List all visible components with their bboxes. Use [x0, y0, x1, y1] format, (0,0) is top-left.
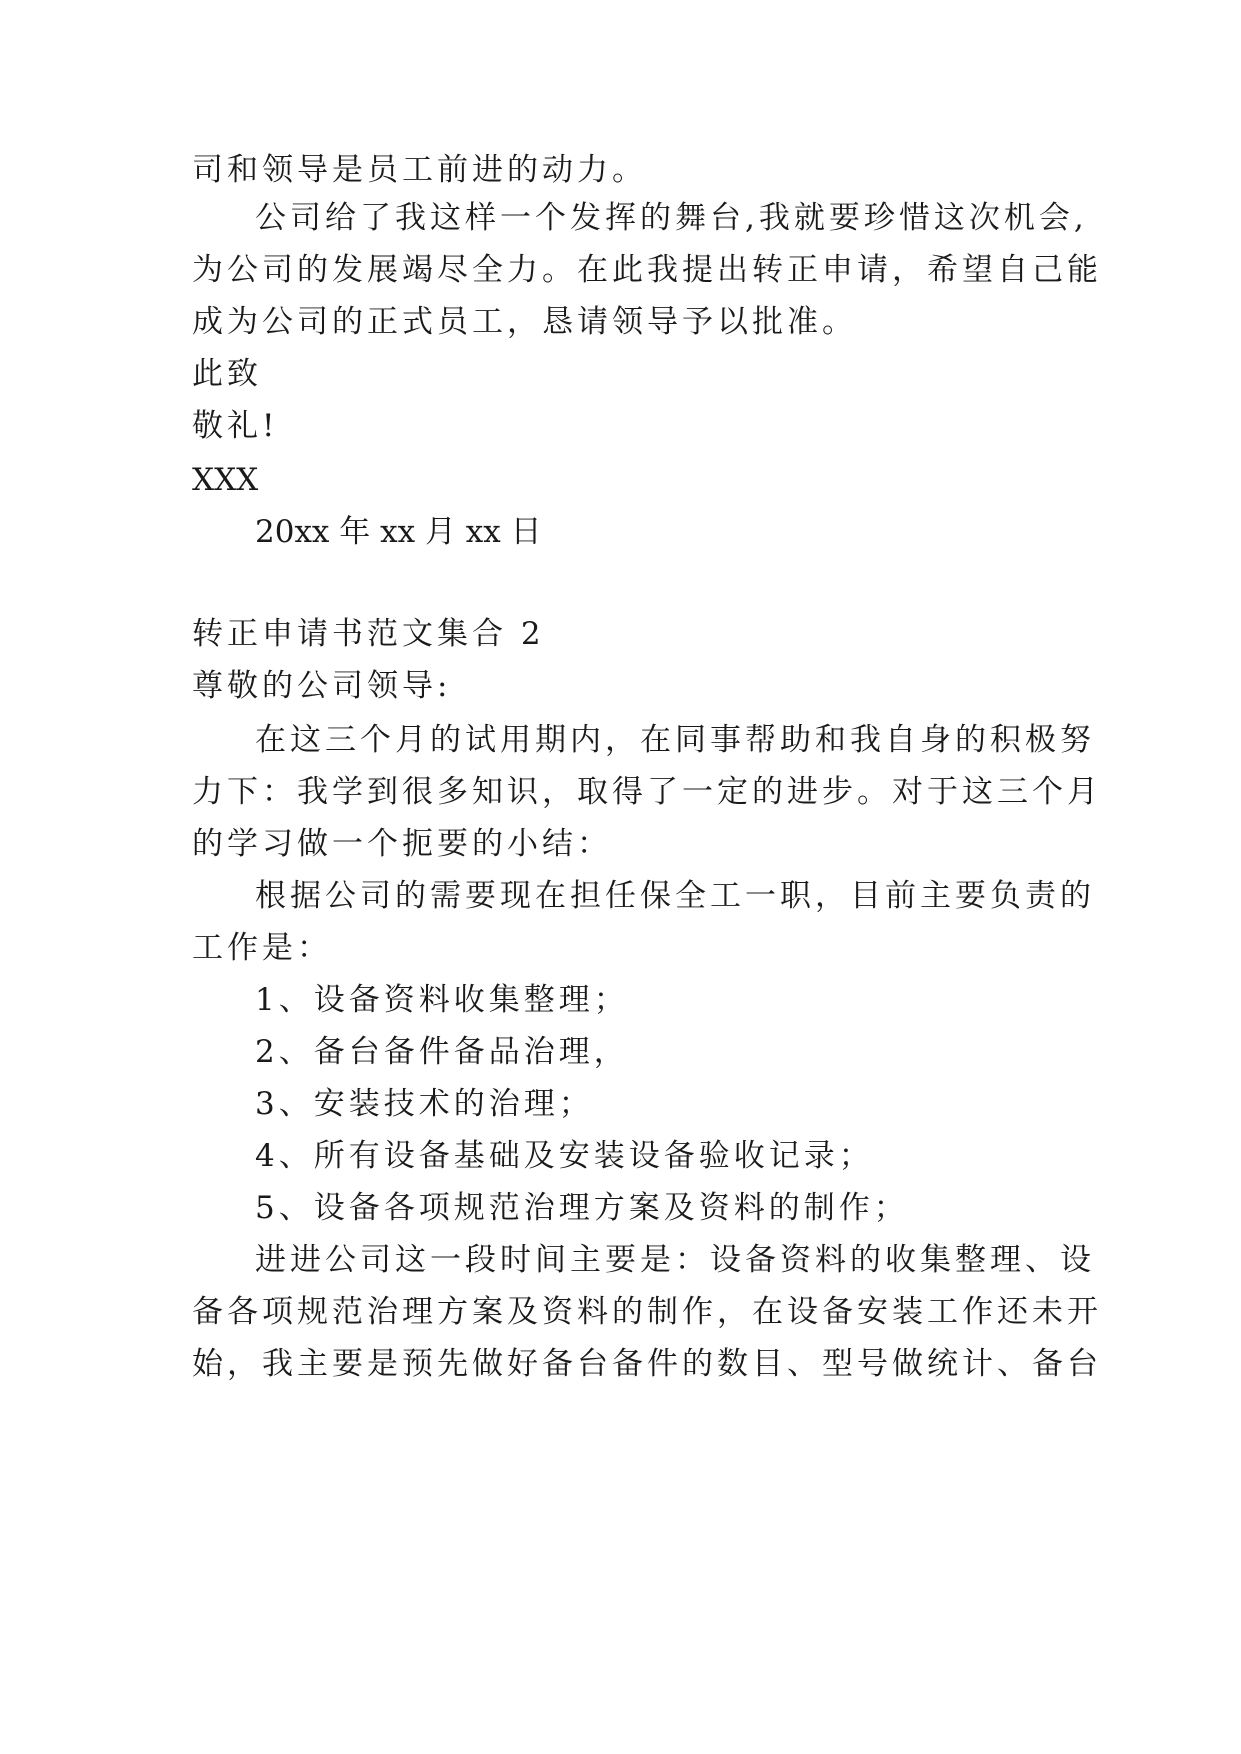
- paragraph-line: 进进公司这一段时间主要是：设备资料的收集整理、设: [255, 1242, 1095, 1278]
- signature-date: 20xx 年 xx 月 xx 日: [255, 514, 542, 550]
- closing-salutation: 此致: [192, 356, 262, 392]
- signature-name: XXX: [192, 462, 259, 498]
- paragraph-line: 司和领导是员工前进的动力。: [192, 152, 647, 188]
- paragraph-line: 始，我主要是预先做好备台备件的数目、型号做统计、备台: [192, 1346, 1102, 1382]
- paragraph-line: 公司给了我这样一个发挥的舞台,我就要珍惜这次机会,: [255, 200, 1088, 236]
- list-item: 3、安装技术的治理；: [255, 1086, 594, 1122]
- paragraph-line: 根据公司的需要现在担任保全工一职，目前主要负责的: [255, 878, 1095, 914]
- paragraph-line: 的学习做一个扼要的小结：: [192, 826, 612, 862]
- list-item: 1、设备资料收集整理；: [255, 982, 629, 1018]
- paragraph-line: 力下：我学到很多知识，取得了一定的进步。对于这三个月: [192, 774, 1102, 810]
- section-title: 转正申请书范文集合 2: [192, 616, 545, 652]
- list-item: 2、备台备件备品治理，: [255, 1034, 629, 1070]
- closing-regards: 敬礼!: [192, 408, 279, 444]
- paragraph-line: 成为公司的正式员工，恳请领导予以批准。: [192, 304, 857, 340]
- greeting: 尊敬的公司领导:: [192, 668, 452, 704]
- list-item: 4、所有设备基础及安装设备验收记录；: [255, 1138, 874, 1174]
- paragraph-line: 工作是：: [192, 930, 332, 966]
- paragraph-line: 为公司的发展竭尽全力。在此我提出转正申请，希望自己能: [192, 252, 1102, 288]
- paragraph-line: 在这三个月的试用期内，在同事帮助和我自身的积极努: [255, 722, 1095, 758]
- paragraph-line: 备各项规范治理方案及资料的制作，在设备安装工作还未开: [192, 1294, 1102, 1330]
- list-item: 5、设备各项规范治理方案及资料的制作；: [255, 1190, 909, 1226]
